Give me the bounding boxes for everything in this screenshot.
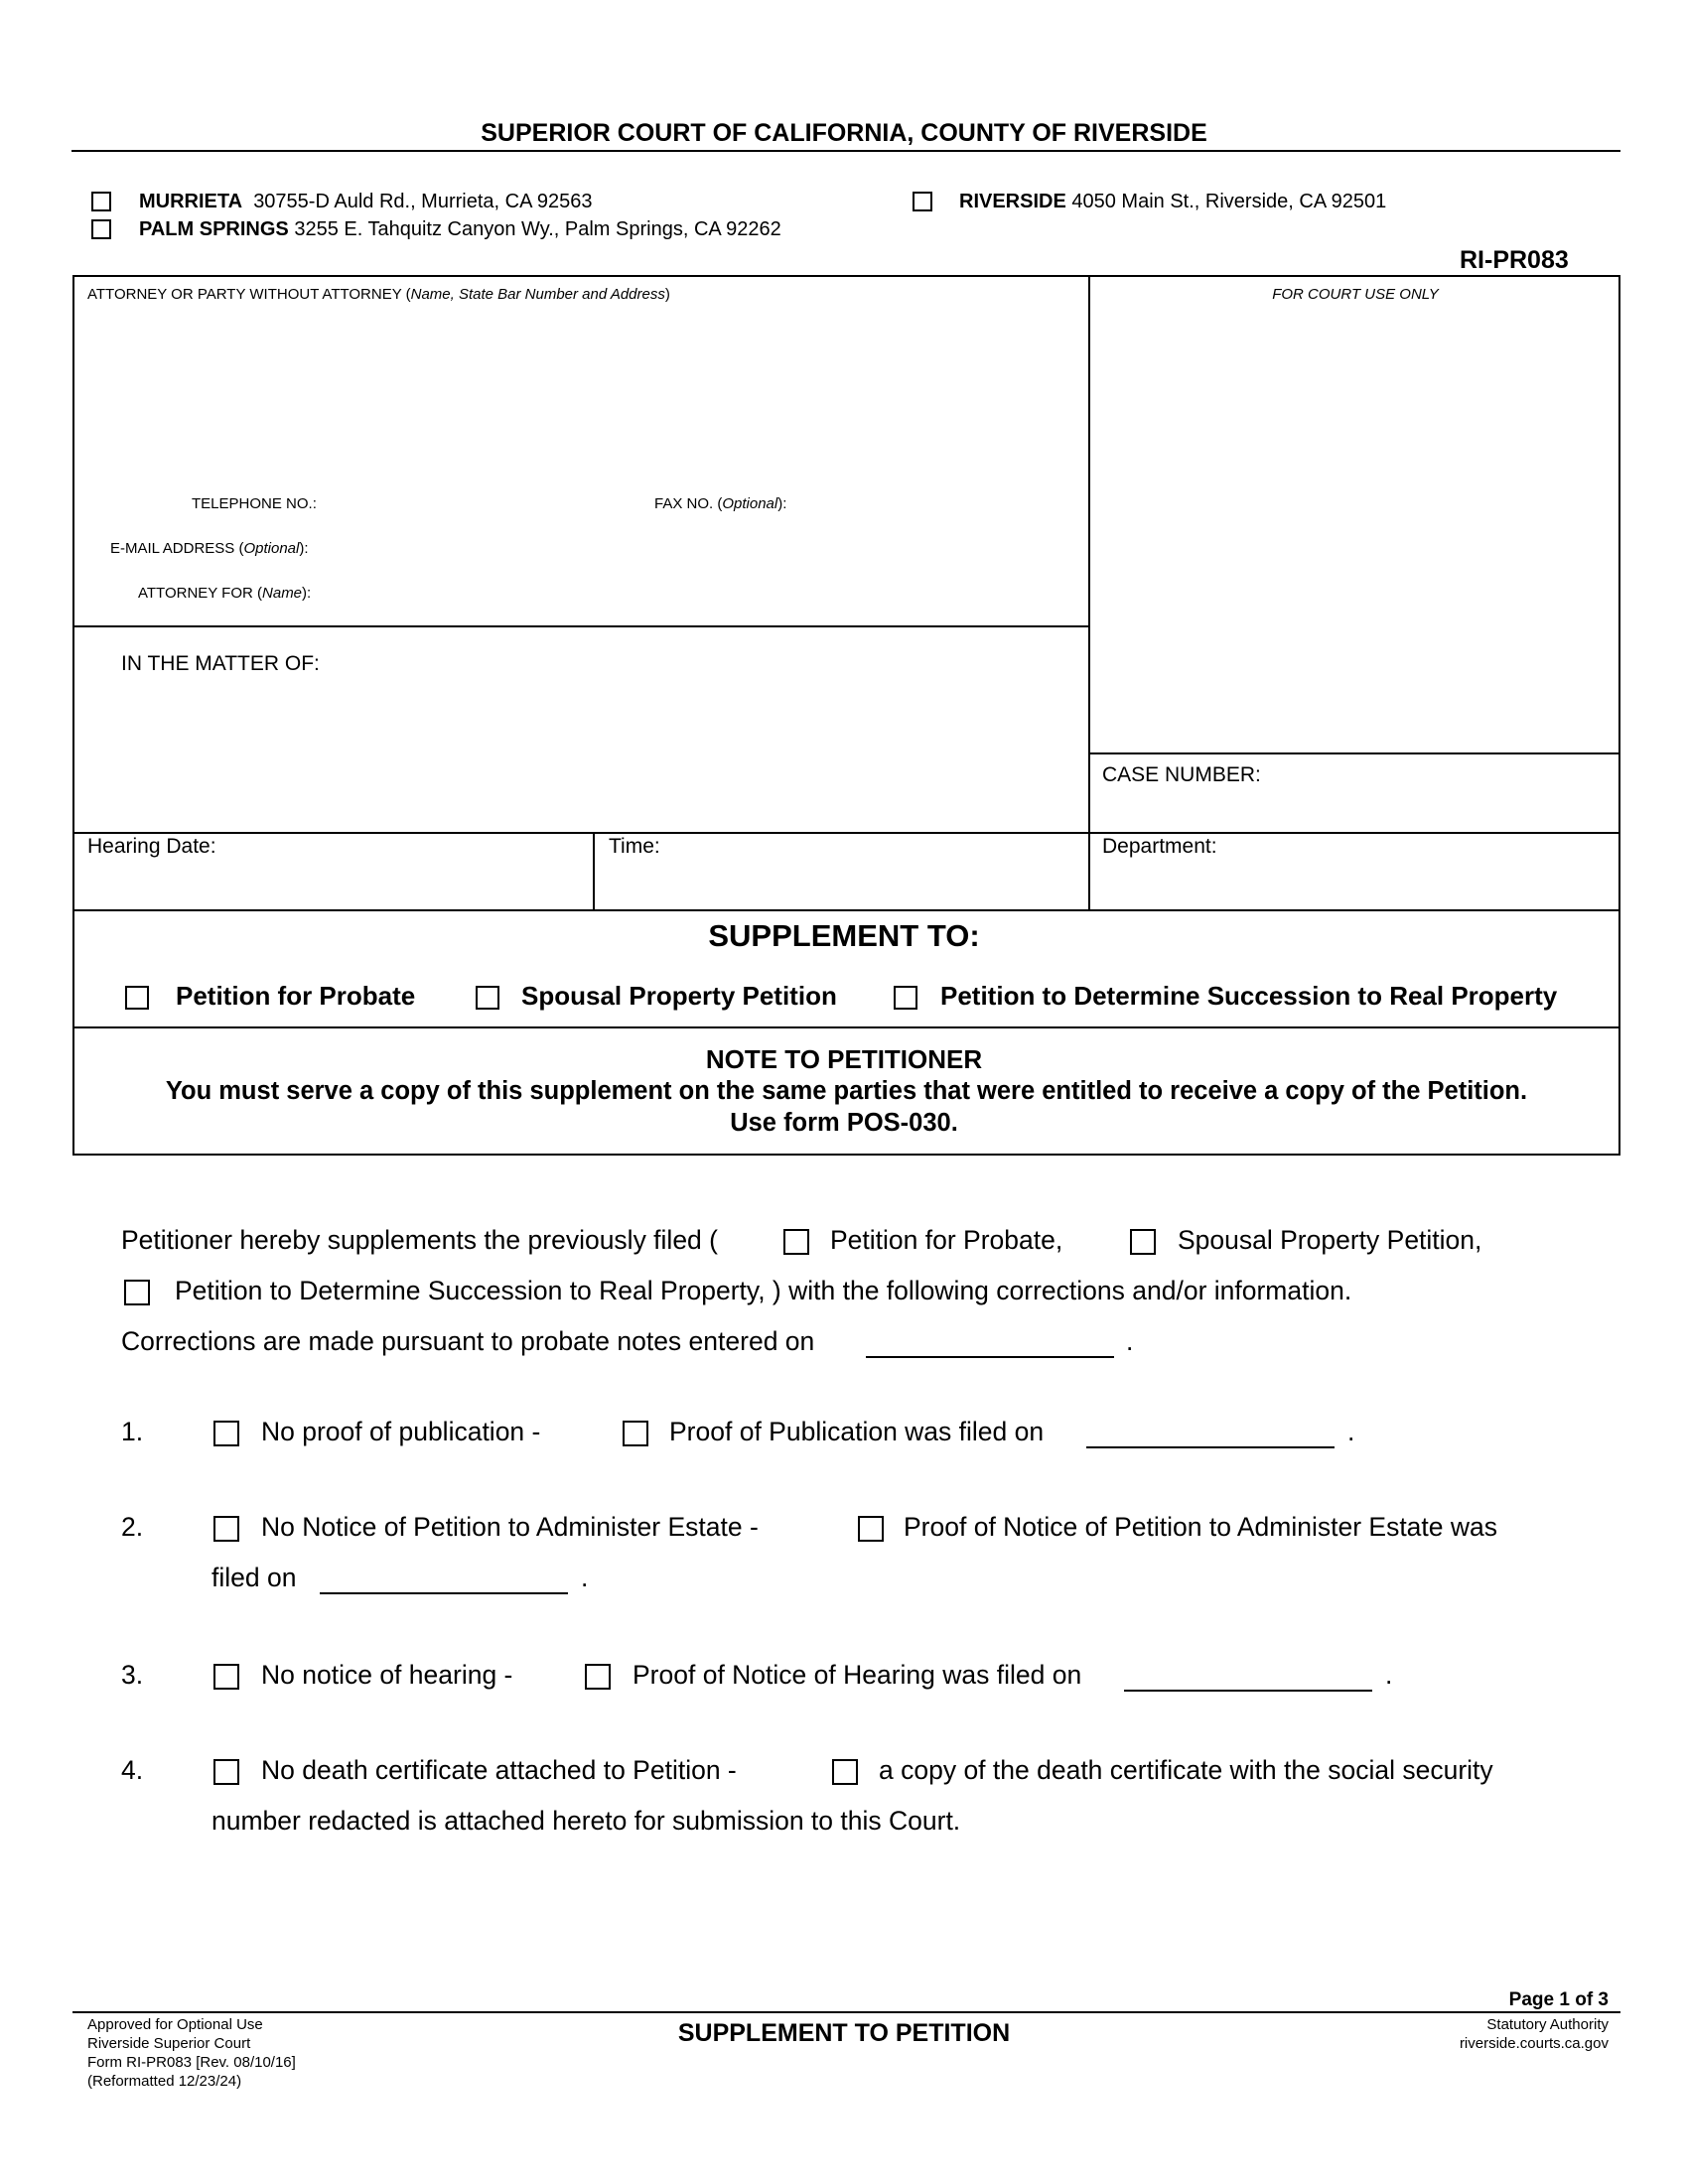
email-label-text: E-MAIL ADDRESS ( [110, 540, 244, 557]
spousal-property-checkbox[interactable] [476, 986, 499, 1010]
footer-left-line-3: Form RI-PR083 [Rev. 08/10/16] [87, 2054, 296, 2071]
hearing-row-top [72, 832, 1620, 834]
footer-title: SUPPLEMENT TO PETITION [677, 2019, 1011, 2047]
header-rule [71, 150, 1620, 152]
attorney-label-text: ATTORNEY OR PARTY WITHOUT ATTORNEY ( [87, 286, 411, 303]
item-2-no-notice-checkbox[interactable] [213, 1516, 239, 1542]
intro-period: . [1126, 1326, 1134, 1356]
court-title: SUPERIOR COURT OF CALIFORNIA, COUNTY OF RIVERSIDE [481, 119, 1207, 147]
item-3-period: . [1385, 1660, 1393, 1690]
item-3-number: 3. [121, 1660, 144, 1690]
email-label-end: ): [299, 540, 309, 557]
item-1-period: . [1347, 1417, 1355, 1446]
murrieta-name: MURRIETA [139, 191, 243, 212]
intro-line-3: Corrections are made pursuant to probate notes entered on [121, 1326, 815, 1356]
item-1-proof-filed-checkbox[interactable] [623, 1421, 648, 1446]
item-2-date-blank[interactable] [320, 1592, 568, 1594]
attorney-for-label-text: ATTORNEY FOR ( [138, 585, 263, 602]
item-4-option-b: a copy of the death certificate with the social security [879, 1755, 1493, 1785]
attorney-label [87, 286, 670, 303]
palm-springs-location [139, 218, 781, 241]
intro-spousal-option: Spousal Property Petition, [1178, 1225, 1482, 1255]
item-2-option-b: Proof of Notice of Petition to Administer Estate was [904, 1512, 1498, 1542]
matter-of-label: IN THE MATTER OF: [121, 652, 320, 675]
item-1-option-a: No proof of publication - [261, 1417, 541, 1446]
supplement-row-bottom [72, 1026, 1620, 1028]
time-label: Time: [609, 835, 660, 858]
page-indicator: Page 1 of 3 [1508, 1989, 1609, 2010]
intro-succession-option: Petition to Determine Succession to Real Property, ) with the following corrections and/or information. [175, 1276, 1352, 1305]
statutory-authority: Statutory Authority [1486, 2016, 1609, 2033]
fax-label [654, 495, 786, 512]
intro-probate-checkbox[interactable] [783, 1229, 809, 1255]
intro-succession-checkbox[interactable] [124, 1280, 150, 1305]
murrieta-checkbox[interactable] [91, 192, 111, 211]
item-4-continuation: number redacted is attached hereto for submission to this Court. [211, 1806, 961, 1836]
intro-line-1: Petitioner hereby supplements the previously filed ( [121, 1225, 718, 1255]
note-title: NOTE TO PETITIONER [705, 1044, 983, 1074]
petition-for-probate-checkbox[interactable] [125, 986, 149, 1010]
succession-real-property-option: Petition to Determine Succession to Real Property [940, 981, 1558, 1011]
item-3-date-blank[interactable] [1124, 1690, 1372, 1692]
item-2-continuation: filed on [211, 1563, 297, 1592]
riverside-location [959, 191, 1386, 213]
attorney-matter-divider [72, 625, 1090, 627]
item-1-option-b: Proof of Publication was filed on [669, 1417, 1045, 1446]
item-3-no-notice-checkbox[interactable] [213, 1664, 239, 1690]
fax-label-text: FAX NO. ( [654, 495, 723, 512]
court-use-divider [1088, 275, 1090, 911]
department-label: Department: [1102, 835, 1217, 858]
item-1-no-proof-checkbox[interactable] [213, 1421, 239, 1446]
murrieta-location [139, 191, 593, 213]
item-3-proof-filed-checkbox[interactable] [585, 1664, 611, 1690]
item-3-option-b: Proof of Notice of Hearing was filed on [633, 1660, 1082, 1690]
caption-box [72, 275, 1620, 1156]
hearing-row-bottom [72, 909, 1620, 911]
riverside-checkbox[interactable] [913, 192, 932, 211]
hearing-time-divider [593, 832, 595, 911]
spousal-property-option: Spousal Property Petition [521, 981, 837, 1011]
riverside-name: RIVERSIDE [959, 191, 1066, 212]
supplement-title: SUPPLEMENT TO: [708, 918, 980, 953]
telephone-label: TELEPHONE NO.: [192, 495, 317, 512]
succession-real-property-checkbox[interactable] [894, 986, 917, 1010]
form-code: RI-PR083 [1460, 246, 1569, 274]
footer-rule [72, 2011, 1620, 2013]
attorney-label-italic: Name, State Bar Number and Address [410, 286, 665, 303]
attorney-for-label [138, 585, 311, 602]
item-4-no-certificate-checkbox[interactable] [213, 1759, 239, 1785]
note-line-1: You must serve a copy of this supplement on the same parties that were entitled to receive a copy of the Petition. [165, 1077, 1528, 1105]
palm-springs-address: 3255 E. Tahquitz Canyon Wy., Palm Springs, CA 92262 [294, 218, 781, 240]
item-2-period: . [581, 1563, 589, 1592]
item-1-number: 1. [121, 1417, 144, 1446]
item-1-date-blank[interactable] [1086, 1446, 1335, 1448]
court-use-label: FOR COURT USE ONLY [1272, 286, 1439, 303]
case-number-label: CASE NUMBER: [1102, 763, 1261, 786]
attorney-label-end: ) [664, 286, 670, 303]
attorney-for-label-italic: Name [262, 585, 303, 602]
case-number-divider [1088, 752, 1620, 754]
footer-left-line-2: Riverside Superior Court [87, 2035, 251, 2052]
note-line-2: Use form POS-030. [730, 1109, 958, 1137]
intro-spousal-checkbox[interactable] [1130, 1229, 1156, 1255]
item-4-option-a: No death certificate attached to Petition - [261, 1755, 737, 1785]
murrieta-address: 30755-D Auld Rd., Murrieta, CA 92563 [253, 191, 593, 212]
fax-label-end: ): [777, 495, 787, 512]
palm-springs-name: PALM SPRINGS [139, 218, 289, 240]
item-4-certificate-attached-checkbox[interactable] [832, 1759, 858, 1785]
petition-for-probate-option: Petition for Probate [176, 981, 416, 1011]
email-label-italic: Optional [243, 540, 300, 557]
hearing-date-label: Hearing Date: [87, 835, 216, 858]
item-2-proof-filed-checkbox[interactable] [858, 1516, 884, 1542]
intro-probate-option: Petition for Probate, [830, 1225, 1063, 1255]
palm-springs-checkbox[interactable] [91, 219, 111, 239]
riverside-address: 4050 Main St., Riverside, CA 92501 [1071, 191, 1387, 212]
email-label [110, 540, 309, 557]
court-website-link[interactable]: riverside.courts.ca.gov [1459, 2035, 1609, 2052]
item-2-number: 2. [121, 1512, 144, 1542]
footer-left-line-4: (Reformatted 12/23/24) [87, 2073, 242, 2090]
footer-left-line-1: Approved for Optional Use [87, 2016, 263, 2033]
probate-notes-date-blank[interactable] [866, 1356, 1114, 1358]
item-2-option-a: No Notice of Petition to Administer Estate - [261, 1512, 759, 1542]
item-3-option-a: No notice of hearing - [261, 1660, 513, 1690]
fax-label-italic: Optional [722, 495, 778, 512]
footer-right [1460, 2015, 1609, 2053]
attorney-for-label-end: ): [302, 585, 312, 602]
item-4-number: 4. [121, 1755, 144, 1785]
